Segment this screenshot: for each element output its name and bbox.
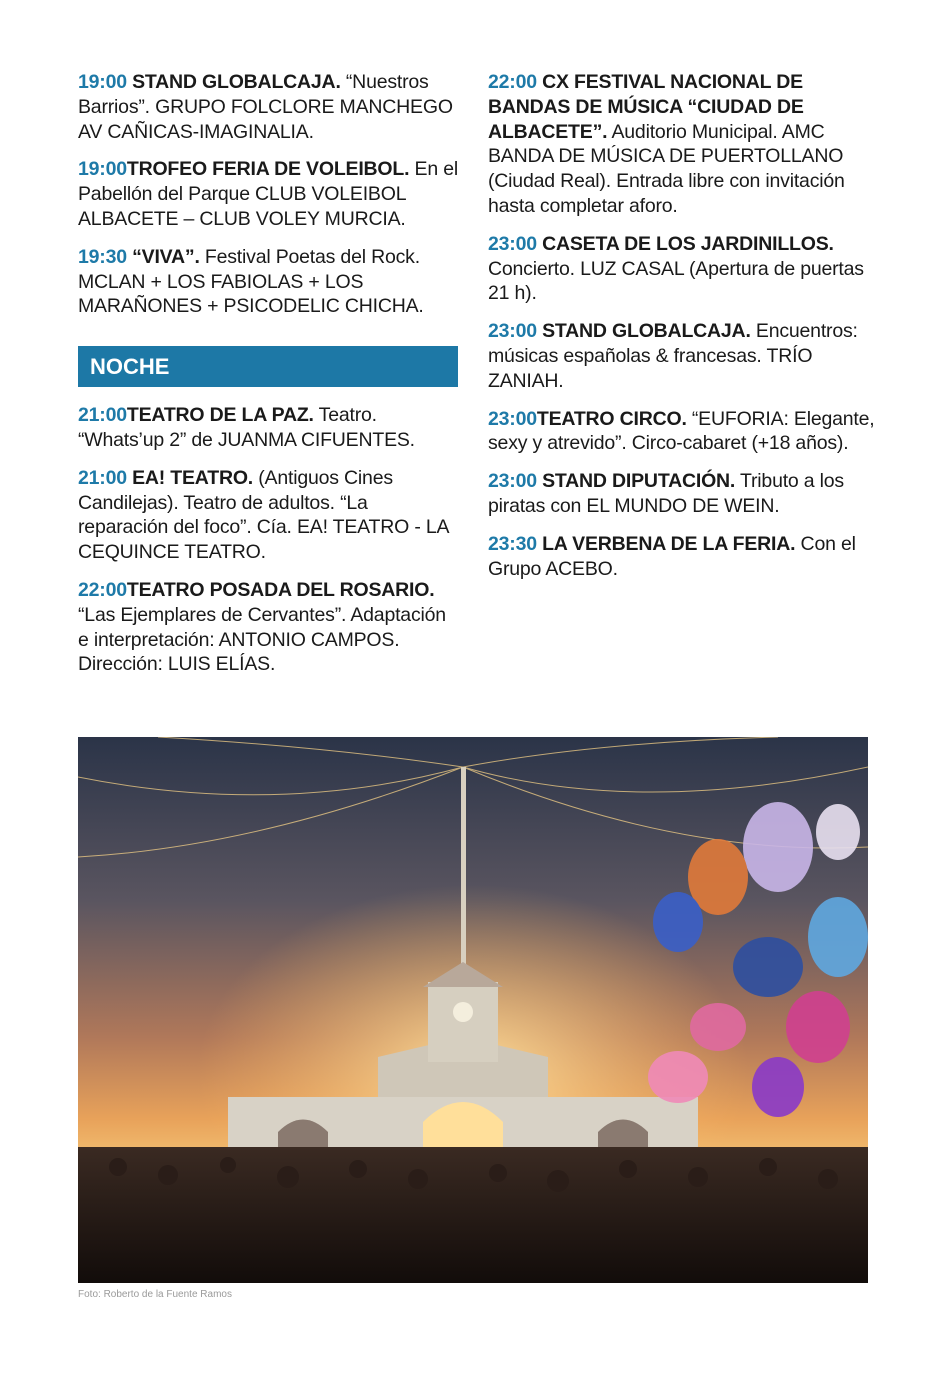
event-time: 23:00 [488,232,537,255]
event-description: (Antiguos Cines Candilejas). Teatro de adultos. “La reparación del foco”. Cía. EA! TEATRO - LA CEQUINCE TEATRO. [78,466,449,564]
event-description: Teatro. “Whats’up 2” de JUANMA CIFUENTES. [78,404,415,451]
event-title: STAND DIPUTACIÓN. [542,470,736,493]
event-time: 19:00 [78,71,127,93]
event-item [78,578,460,677]
event-item [78,70,460,144]
event-item [78,466,460,565]
event-time: 22:00 [78,578,127,601]
event-time: 19:00 [78,158,127,181]
event-description: Con el Grupo ACEBO. [488,532,856,580]
event-description: Encuentros: músicas españolas & francesas. TRÍO ZANIAH. [488,320,858,392]
left-column [78,70,460,690]
event-description: “EUFORIA: Elegante, sexy y atrevido”. Circo-cabaret (+18 años). [488,407,875,455]
event-description: Tributo a los piratas con EL MUNDO DE WEIN. [488,470,844,517]
event-title: TEATRO POSADA DEL ROSARIO. [126,578,435,601]
section-header-noche: NOCHE [78,346,458,387]
event-item [488,407,880,457]
event-title: STAND GLOBALCAJA. [542,320,751,343]
event-title: LA VERBENA DE LA FERIA. [542,532,796,555]
event-time: 21:00 [78,404,127,427]
event-item [488,319,880,393]
event-time: 19:30 [78,245,127,268]
event-item [78,245,460,319]
event-description: Concierto. LUZ CASAL (Apertura de puertas 21 h). [488,257,864,305]
fairground-photo [78,737,868,1283]
right-column [488,70,880,594]
event-item [488,469,880,519]
event-item [78,157,460,231]
event-title: CX FESTIVAL NACIONAL DE BANDAS DE MÚSICA “CIUDAD DE ALBACETE”. [488,71,804,143]
event-time: 23:30 [488,532,537,555]
event-title: TEATRO DE LA PAZ. [126,404,314,427]
event-item [488,532,880,582]
event-time: 23:00 [488,470,537,493]
event-title: TEATRO CIRCO. [536,407,687,430]
event-title: STAND GLOBALCAJA. [132,71,341,93]
event-title: TROFEO FERIA DE VOLEIBOL. [126,158,410,181]
event-description: Festival Poetas del Rock. MCLAN + LOS FABIOLAS + LOS MARAÑONES + PSICODELIC CHICHA. [78,245,424,318]
event-item [488,232,880,306]
event-title: “VIVA”. [132,245,200,268]
event-description: “Las Ejemplares de Cervantes”. Adaptación e interpretación: ANTONIO CAMPOS. Dirección: LUIS ELÍAS. [78,603,446,676]
event-description: “Nuestros Barrios”. GRUPO FOLCLORE MANCHEGO AV CAÑICAS-IMAGINALIA. [78,71,453,143]
event-time: 21:00 [78,466,127,489]
event-description: En el Pabellón del Parque CLUB VOLEIBOL ALBACETE – CLUB VOLEY MURCIA. [78,158,459,230]
event-time: 22:00 [488,71,537,93]
photo-credit: Foto: Roberto de la Fuente Ramos [78,1289,232,1300]
event-time: 23:00 [488,320,537,343]
event-time: 23:00 [488,407,537,430]
fairground-illustration [78,737,868,1283]
event-item [78,403,460,453]
event-item [488,70,880,219]
event-description: Auditorio Municipal. AMC BANDA DE MÚSICA DE PUERTOLLANO (Ciudad Real). Entrada libre con invitación hasta completar aforo. [488,120,845,217]
event-title: CASETA DE LOS JARDINILLOS. [542,232,834,255]
event-title: EA! TEATRO. [132,466,254,489]
